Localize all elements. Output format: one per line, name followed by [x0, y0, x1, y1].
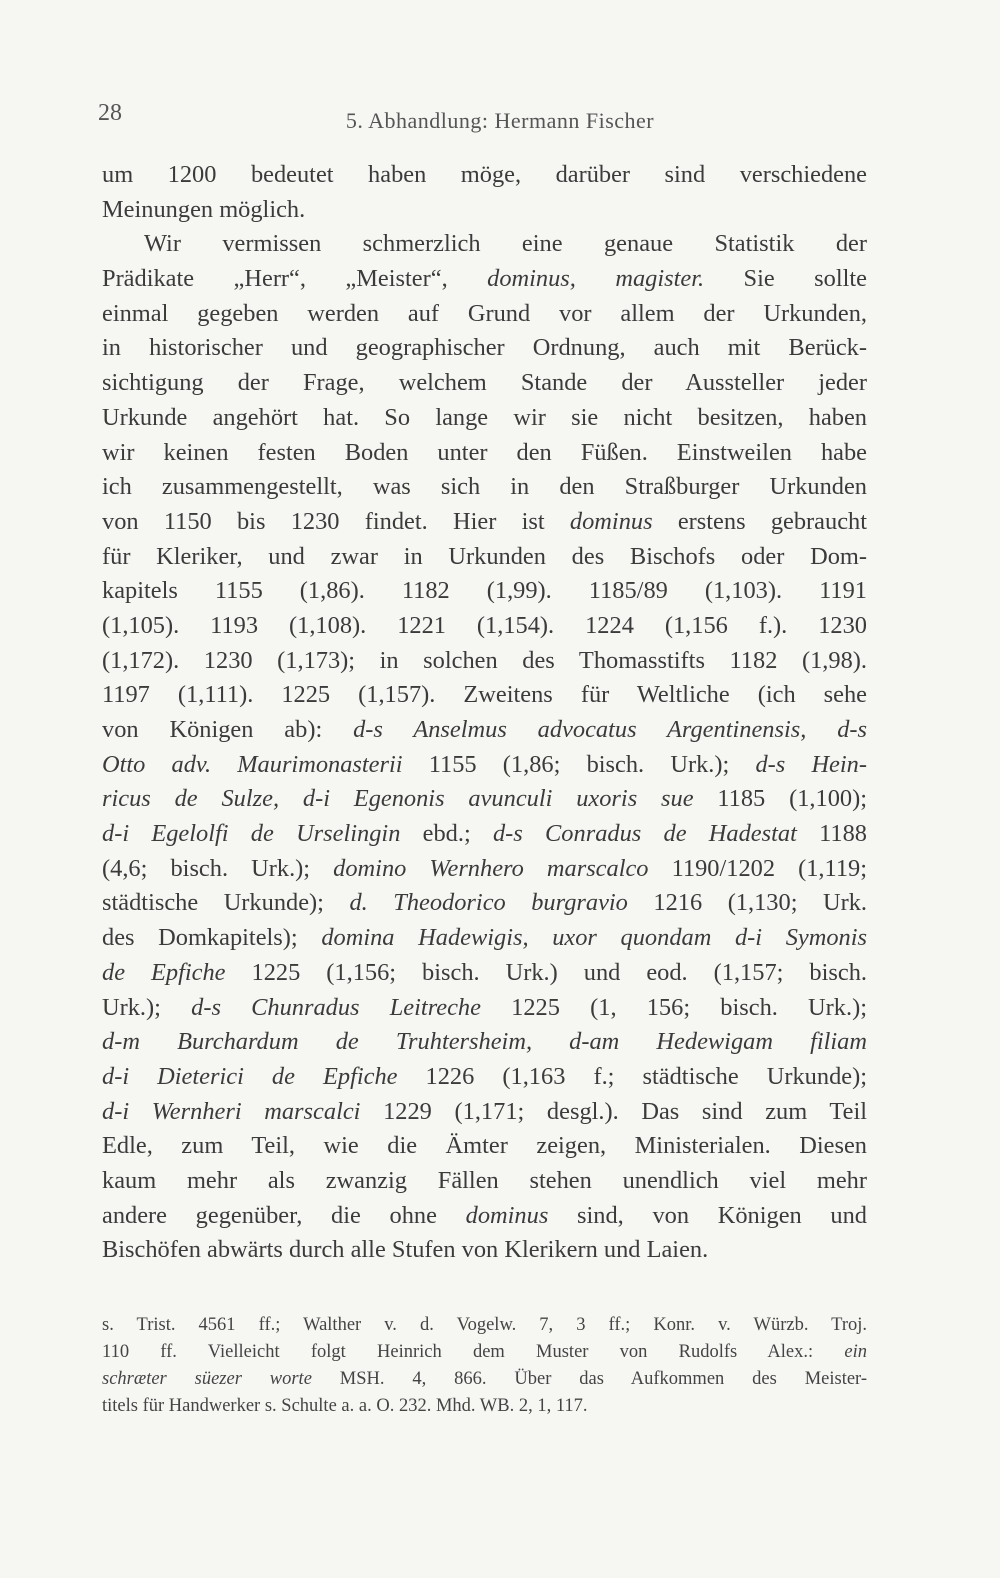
text-segment: Urk.);: [102, 993, 192, 1021]
footnote-line: [102, 1366, 867, 1393]
page-number: 28: [98, 100, 122, 126]
italic-segment: d-s Conradus de Hadestat: [492, 820, 797, 848]
text-segment: Urkunde angehört hat. So lange wir sie nicht besitzen, haben: [102, 403, 867, 431]
text-line: [102, 1095, 867, 1130]
text-segment: 1225 (1,156; bisch. Urk.) und eod. (1,157; bisch.: [225, 958, 867, 986]
text-line: [102, 366, 867, 401]
text-line: [102, 401, 867, 436]
text-segment: Wir vermissen schmerzlich eine genaue Statistik der: [144, 230, 867, 258]
italic-segment: d. Theodorico burgravio: [349, 889, 628, 917]
text-segment: Sie sollte: [704, 265, 867, 293]
text-line: [102, 505, 867, 540]
text-line: [102, 886, 867, 921]
text-segment: für Kleriker, und zwar in Urkunden des Bischofs oder Dom-: [102, 542, 867, 570]
footnote-line: [102, 1312, 867, 1339]
italic-segment: d-s Chunradus Leitreche: [191, 993, 481, 1021]
text-segment: 1229 (1,171; desgl.). Das sind zum Teil: [360, 1097, 867, 1125]
text-segment: in historischer und geographischer Ordnung, auch mit Berück-: [102, 334, 867, 362]
italic-segment: d-s Hein-: [755, 750, 867, 778]
text-segment: städtische Urkunde);: [102, 889, 350, 917]
text-line: [102, 956, 867, 991]
italic-segment: Otto adv. Maurimonasterii: [102, 750, 403, 778]
running-title: 5. Abhandlung: Hermann Fischer: [345, 108, 655, 133]
text-line: [102, 574, 867, 609]
page-header: [0, 100, 1000, 140]
text-line: [102, 748, 867, 783]
text-segment: (1,105). 1193 (1,108). 1221 (1,154). 1224 (1,156 f.). 1230: [102, 611, 867, 639]
text-line: [102, 921, 867, 956]
text-line: [102, 297, 867, 332]
text-segment: Bischöfen abwärts durch alle Stufen von Klerikern und Laien.: [102, 1236, 709, 1264]
text-segment: ebd.;: [400, 820, 493, 848]
italic-segment: d-i Egelolfi de Urselingin: [102, 820, 401, 848]
text-line: [102, 540, 867, 575]
text-line: [102, 644, 867, 679]
text-segment: des Domkapitels);: [102, 924, 322, 952]
text-line: [102, 193, 867, 228]
text-line: [102, 262, 867, 297]
text-segment: um 1200 bedeutet haben möge, darüber sind verschiedene: [102, 161, 867, 188]
text-line: [102, 678, 867, 713]
text-segment: Meinungen möglich.: [102, 195, 306, 223]
text-segment: 1226 (1,163 f.; städtische Urkunde);: [397, 1062, 867, 1090]
text-segment: ich zusammengestellt, was sich in den Straßburger Urkunden: [102, 473, 867, 501]
text-segment: von 1150 bis 1230 findet. Hier ist: [102, 507, 570, 535]
italic-segment: d-s Anselmus advocatus Argentinensis, d-s: [353, 716, 867, 743]
text-line: [102, 817, 867, 852]
text-segment: 1216 (1,130; Urk.: [627, 889, 868, 917]
text-segment: kapitels 1155 (1,86). 1182 (1,99). 1185/89 (1,103). 1191: [102, 577, 867, 605]
italic-segment: dominus, magister.: [487, 265, 705, 293]
text-segment: 1197 (1,111). 1225 (1,157). Zweitens für Weltliche (ich sehe: [102, 681, 867, 709]
footnote-line: [102, 1393, 867, 1420]
text-segment: 1190/1202 (1,119;: [648, 854, 867, 882]
text-segment: (1,172). 1230 (1,173); in solchen des Thomasstifts 1182 (1,98).: [102, 646, 867, 674]
text-segment: 110 ff. Vielleicht folgt Heinrich dem Muster von Rudolfs Alex.:: [102, 1342, 845, 1362]
text-line: [102, 852, 867, 887]
text-segment: Edle, zum Teil, wie die Ämter zeigen, Ministerialen. Diesen: [102, 1132, 867, 1160]
italic-segment: d-i Dieterici de Epfiche: [102, 1062, 398, 1090]
text-line: [102, 436, 867, 471]
text-segment: 1188: [796, 820, 867, 848]
text-line: [102, 782, 867, 817]
footnotes: [102, 1312, 867, 1420]
text-line: [102, 1199, 867, 1234]
text-segment: kaum mehr als zwanzig Fällen stehen unendlich viel mehr: [102, 1166, 867, 1194]
text-segment: 1155 (1,86; bisch. Urk.);: [402, 750, 756, 778]
text-line: [102, 470, 867, 505]
text-line: [102, 158, 867, 193]
italic-segment: d-m Burchardum de Truhtersheim, d-am Hedewigam filiam: [102, 1028, 867, 1056]
text-line: [102, 1164, 867, 1199]
italic-segment: domina Hadewigis, uxor quondam d-i Symonis: [321, 924, 867, 952]
text-line: [102, 1025, 867, 1060]
text-line: [102, 713, 867, 748]
text-line: [102, 1233, 867, 1268]
text-segment: (4,6; bisch. Urk.);: [102, 854, 334, 882]
italic-segment: ricus de Sulze, d-i Egenonis avunculi uxoris sue: [102, 785, 694, 813]
text-segment: 1225 (1, 156; bisch. Urk.);: [480, 993, 867, 1021]
text-line: [102, 1060, 867, 1095]
text-segment: s. Trist. 4561 ff.; Walther v. d. Vogelw. 7, 3 ff.; Konr. v. Würzb. Troj.: [102, 1315, 867, 1335]
italic-segment: dominus: [465, 1201, 549, 1229]
italic-segment: schræter süezer worte: [102, 1369, 312, 1389]
text-segment: erstens gebraucht: [652, 507, 867, 535]
text-line: [102, 609, 867, 644]
text-segment: Prädikate „Herr“, „Meister“,: [102, 265, 488, 293]
italic-segment: dominus: [569, 507, 653, 535]
text-line: [102, 1129, 867, 1164]
text-segment: von Königen ab):: [102, 716, 354, 743]
text-line: [102, 991, 867, 1026]
text-line: [102, 331, 867, 366]
italic-segment: ein: [844, 1342, 867, 1362]
body-text: [102, 158, 867, 1268]
text-line: [102, 227, 867, 262]
text-segment: sind, von Königen und: [548, 1201, 867, 1229]
italic-segment: domino Wernhero marscalco: [333, 854, 649, 882]
text-segment: einmal gegeben werden auf Grund vor allem der Urkunden,: [102, 299, 867, 327]
text-segment: 1185 (1,100);: [693, 785, 867, 813]
text-segment: andere gegenüber, die ohne: [102, 1201, 466, 1229]
text-segment: MSH. 4, 866. Über das Aufkommen des Meister-: [311, 1369, 867, 1389]
italic-segment: de Epfiche: [102, 958, 226, 986]
footnote-line: [102, 1339, 867, 1366]
text-segment: wir keinen festen Boden unter den Füßen. Einstweilen habe: [102, 438, 867, 466]
text-segment: sichtigung der Frage, welchem Stande der Aussteller jeder: [102, 369, 867, 397]
text-segment: titels für Handwerker s. Schulte a. a. O. 232. Mhd. WB. 2, 1, 117.: [102, 1396, 588, 1416]
italic-segment: d-i Wernheri marscalci: [102, 1097, 361, 1125]
